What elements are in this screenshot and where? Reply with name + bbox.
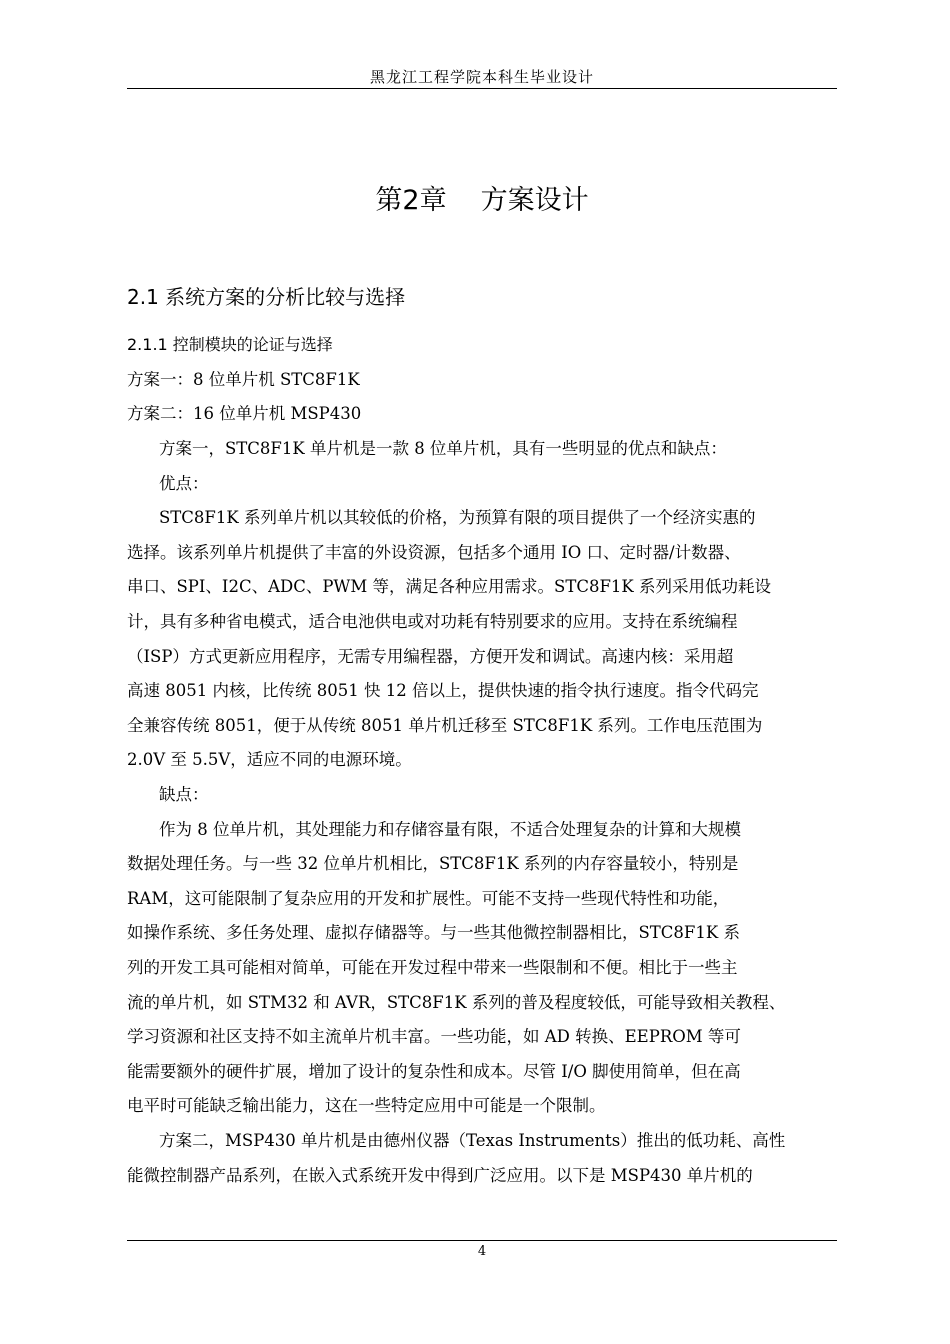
body-line: 高速 8051 内核，比传统 8051 快 12 倍以上，提供快速的指令执行速度。指令代码完: [127, 681, 759, 700]
chapter-name: 方案设计: [480, 185, 589, 216]
body-line: 能需要额外的硬件扩展，增加了设计的复杂性和成本。尽管 I/O 脚使用简单，但在高: [127, 1062, 741, 1081]
body-line: 学习资源和社区支持不如主流单片机丰富。一些功能，如 AD 转换、EEPROM 等可: [127, 1027, 741, 1046]
body-line: 串口、SPI、I2C、ADC、PWM 等，满足各种应用需求。STC8F1K 系列采用低功耗设: [127, 577, 771, 596]
header-divider: [127, 88, 837, 89]
body-line: 全兼容传统 8051，便于从传统 8051 单片机迁移至 STC8F1K 系列。工作电压范围为: [127, 716, 763, 735]
subsection-heading: 2.1.1 控制模块的论证与选择: [127, 335, 333, 354]
body-line: 方案二，MSP430 单片机是由德州仪器（Texas Instruments）推出的低功耗、高性: [159, 1131, 786, 1150]
body-line: 数据处理任务。与一些 32 位单片机相比，STC8F1K 系列的内存容量较小，特别是: [127, 854, 739, 873]
body-line: 计，具有多种省电模式，适合电池供电或对功耗有特别要求的应用。支持在系统编程: [127, 612, 738, 631]
body-line: 电平时可能缺乏输出能力，这在一些特定应用中可能是一个限制。: [127, 1096, 606, 1115]
option-one-line: 方案一：8 位单片机 STC8F1K: [127, 370, 360, 389]
body-line: 2.0V 至 5.5V，适应不同的电源环境。: [127, 750, 412, 769]
body-line: 流的单片机，如 STM32 和 AVR，STC8F1K 系列的普及程度较低，可能导致相关教程、: [127, 993, 786, 1012]
page-number: 4: [477, 1244, 487, 1259]
section-heading: 2.1 系统方案的分析比较与选择: [127, 285, 406, 309]
body-line: STC8F1K 系列单片机以其较低的价格，为预算有限的项目提供了一个经济实惠的: [159, 508, 756, 527]
body-line: 列的开发工具可能相对简单，可能在开发过程中带来一些限制和不便。相比于一些主: [127, 958, 738, 977]
body-line: 缺点：: [159, 785, 209, 804]
body-line: 能微控制器产品系列，在嵌入式系统开发中得到广泛应用。以下是 MSP430 单片机的: [127, 1166, 753, 1185]
body-line: 选择。该系列单片机提供了丰富的外设资源，包括多个通用 IO 口、定时器/计数器、: [127, 543, 741, 562]
body-line: （ISP）方式更新应用程序，无需专用编程器，方便开发和调试。高速内核：采用超: [127, 647, 734, 666]
option-two-line: 方案二：16 位单片机 MSP430: [127, 404, 362, 423]
body-line: 方案一，STC8F1K 单片机是一款 8 位单片机，具有一些明显的优点和缺点：: [159, 439, 727, 458]
running-header: 黑龙江工程学院本科生毕业设计: [369, 68, 594, 86]
footer-divider: [127, 1240, 837, 1241]
chapter-title: [127, 178, 837, 217]
body-line: 如操作系统、多任务处理、虚拟存储器等。与一些其他微控制器相比，STC8F1K 系: [127, 923, 740, 942]
body-line: RAM，这可能限制了复杂应用的开发和扩展性。可能不支持一些现代特性和功能，: [127, 889, 730, 908]
body-line: 作为 8 位单片机，其处理能力和存储容量有限，不适合处理复杂的计算和大规模: [159, 820, 741, 839]
chapter-number: 第2章: [375, 185, 447, 216]
body-line: 优点：: [159, 474, 209, 493]
